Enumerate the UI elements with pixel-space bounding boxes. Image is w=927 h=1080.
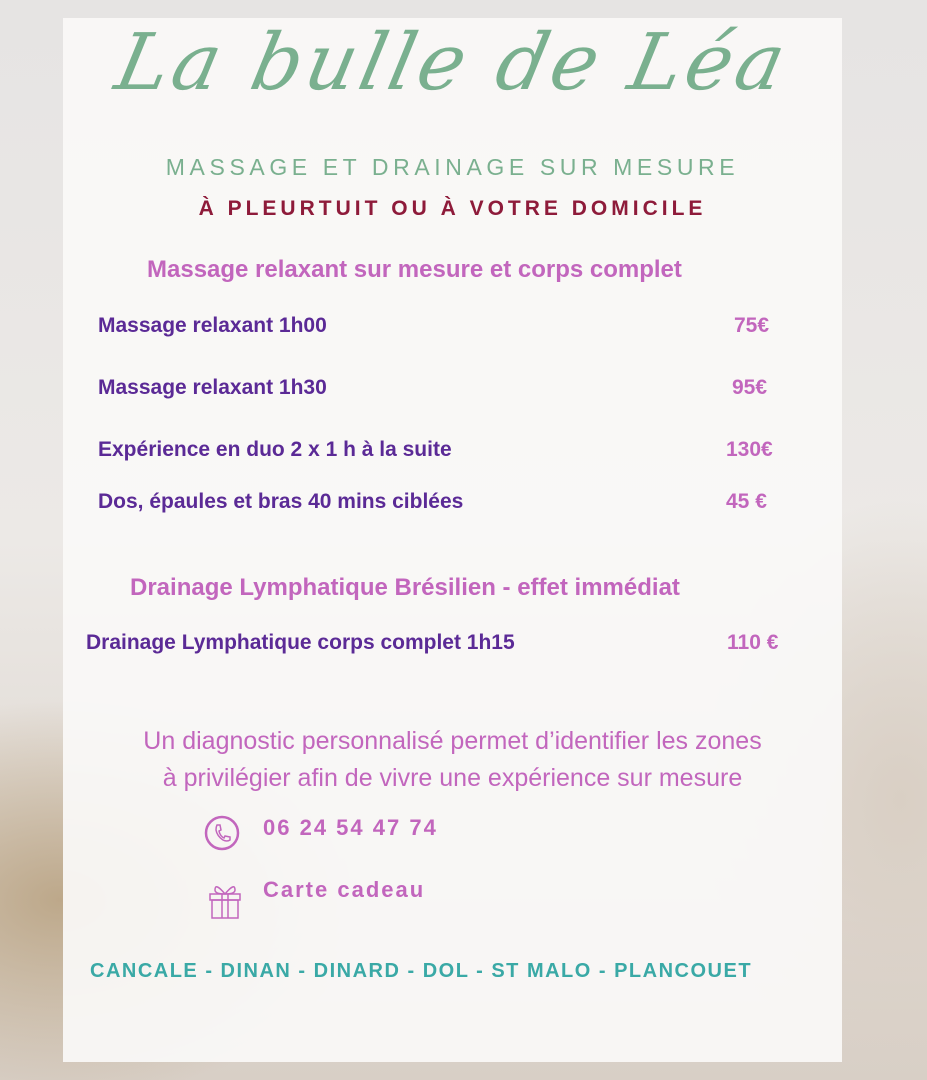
gift-card-link[interactable]: Carte cadeau [263,877,426,902]
service-price: 110 € [727,631,779,654]
service-price: 75€ [734,314,770,337]
service-price: 45 € [726,490,767,513]
gift-icon [208,883,242,919]
service-name: Massage relaxant 1h30 [98,376,327,399]
service-price: 95€ [732,376,768,399]
logo: La bulle de Léa [108,18,797,108]
service-name: Massage relaxant 1h00 [98,314,327,337]
service-name: Expérience en duo 2 x 1 h à la suite [98,438,452,461]
service-name: Dos, épaules et bras 40 mins ciblées [98,490,464,513]
service-name: Drainage Lymphatique corps complet 1h15 [86,631,515,654]
service-price: 130€ [726,438,773,461]
subtitle: MASSAGE ET DRAINAGE SUR MESURE [165,154,740,180]
phone-icon [203,814,241,852]
phone-number[interactable]: 06 24 54 47 74 [263,815,438,840]
service-cities: CANCALE - DINAN - DINARD - DOL - ST MALO - PLANCOUET [90,960,753,982]
section-title-drainage: Drainage Lymphatique Brésilien - effet immédiat [130,574,680,601]
location: À PLEURTUIT OU À VOTRE DOMICILE [198,197,707,220]
section-title-massage: Massage relaxant sur mesure et corps complet [147,256,682,283]
diagnostic-line-1: Un diagnostic personnalisé permet d’identifier les zones [143,727,762,755]
diagnostic-line-2: à privilégier afin de vivre une expérience sur mesure [162,764,743,792]
